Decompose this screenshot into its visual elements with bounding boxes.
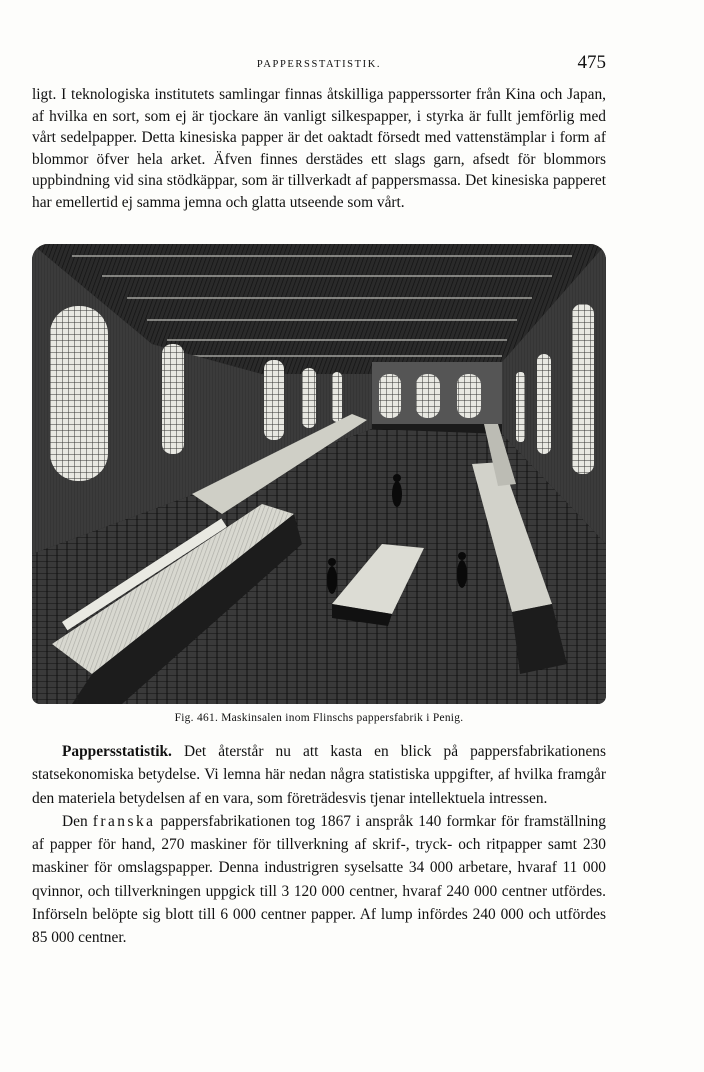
paper-machine-hall-engraving [32, 244, 606, 704]
intro-paragraph: ligt. I teknologiska institutets samlingar finnas åtskilliga papperssorter från Kina och Japan, af hvilka en sort, som ej är tjockare än vanligt silkespapper, i styrka är fullt jemförlig med vårt sedelpapper. Detta kinesiska papper är det oaktadt försedt med vattenstämplar i form af blommor öfver hela arket. Äfven finnes derstädes ett slags garn, afsedt för blommors uppbindning vid sina stödkäppar, som är tillverkadt af pappersmassa. Det kinesiska papperet har emellertid ej samma jemna och glatta utseende som vårt. [32, 86, 606, 211]
figure-engraving [32, 244, 606, 704]
section-heading: Pappersstatistik. [62, 743, 172, 760]
running-title: PAPPERSSTATISTIK. [256, 59, 382, 70]
paragraph-2-text: pappersfabrikationen tog 1867 i anspråk 140 formkar för framställning af papper för hand, 270 maskiner för tillverkning af skrif-, tryck- och ritpapper samt 230 maskiner för omslagspapper. Denna industrigren syselsatte 34 000 arbetare, hvaraf 11 000 qvinnor, och tillverkningen uppgick till 3 120 000 centner, hvaraf 240 000 centner utfördes. Införseln belöpte sig blott till 6 000 centner papper. Af lump infördes 240 000 och utfördes 85 000 centner. [32, 812, 606, 947]
page-header [32, 52, 606, 76]
paragraph-2-emphasis: franska [92, 812, 156, 830]
statistics-section [32, 740, 606, 950]
statistics-paragraph-1 [32, 740, 606, 810]
page-number: 475 [577, 52, 606, 73]
intro-paragraph-block [32, 84, 606, 214]
figure-caption: Fig. 461. Maskinsalen inom Flinschs pappersfabrik i Penig. [174, 712, 464, 724]
statistics-paragraph-1-text: Det återstår nu att kasta en blick på pappersfabrikationens statsekonomiska betydelse. Vi lemna här nedan några statistiska uppgifter, af hvilka framgår den materiela betydelsen af en vara, som företrädesvis tjenar intellektuela intressen. [32, 743, 606, 807]
statistics-paragraph-2 [32, 810, 606, 950]
paragraph-2-lead: Den [62, 812, 88, 830]
